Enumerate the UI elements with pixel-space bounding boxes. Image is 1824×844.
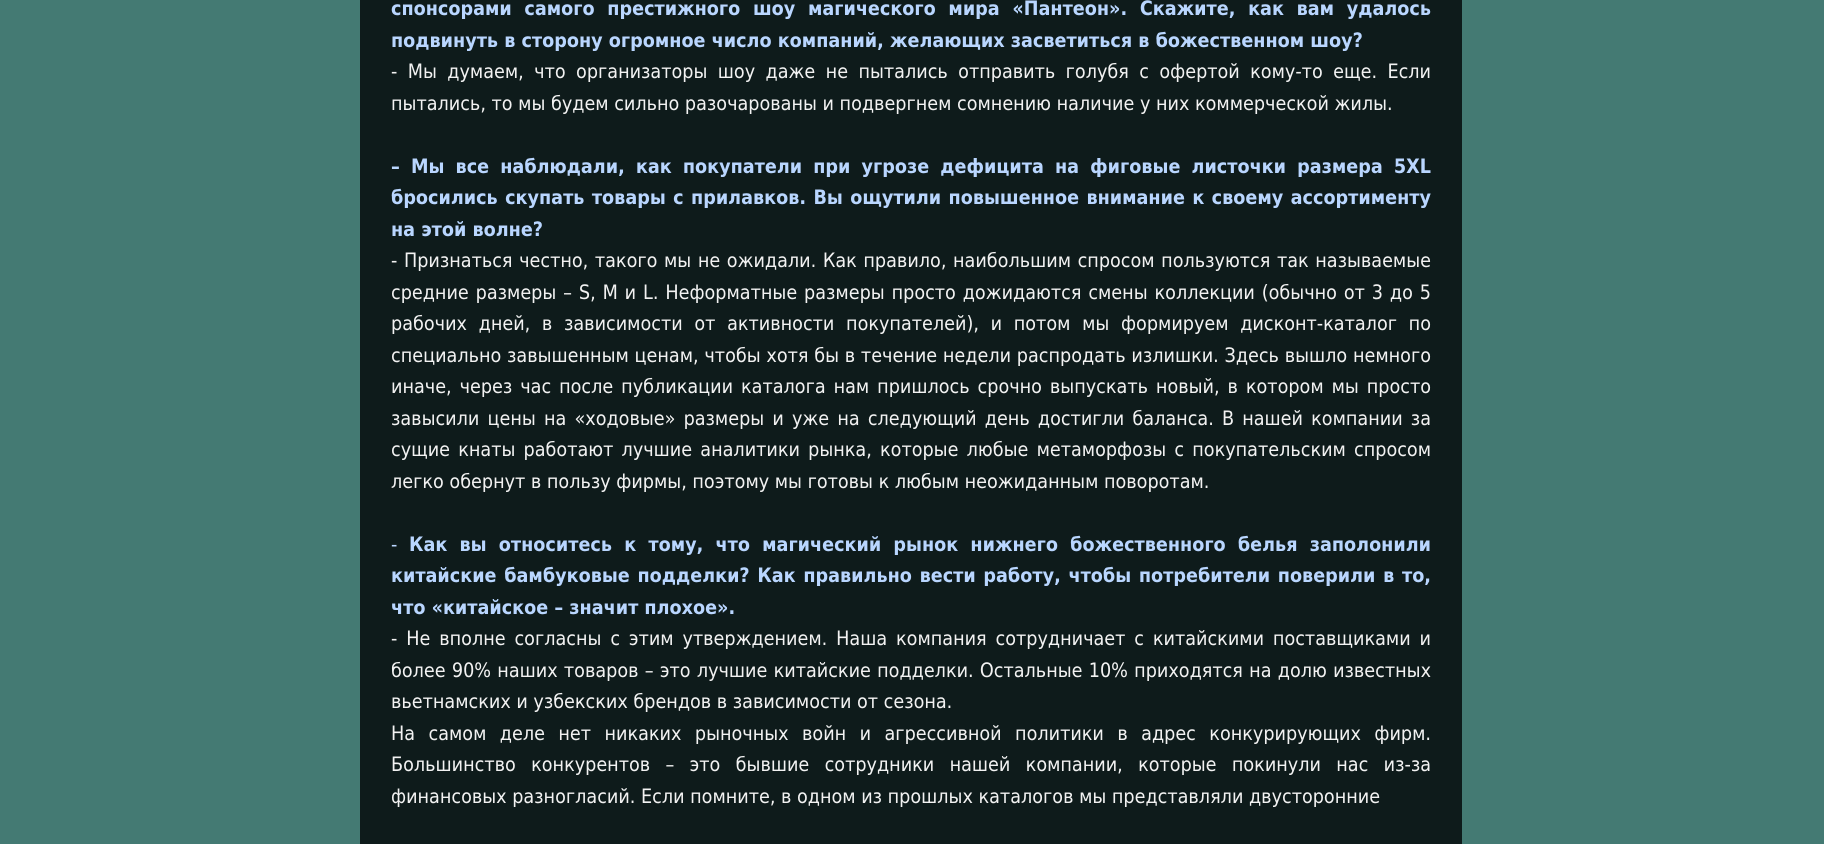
paragraph-gap	[391, 497, 1431, 529]
interview-article	[391, 0, 1431, 812]
interview-question-2: – Мы все наблюдали, как покупатели при угрозе дефицита на фиговые листочки размера 5XL бросились скупать товары с прилавков. Вы ощутили повышенное внимание к своему ассортименту на этой волне?	[391, 154, 1431, 241]
interview-answer-3-continued: На самом деле нет никаких рыночных войн и агрессивной политики в адрес конкурирующих фирм. Большинство конкурентов – это бывшие сотрудники нашей компании, которые покинули нас из-за финансовых разногласий. Если помните, в одном из прошлых каталогов мы представляли двусторонние	[391, 721, 1431, 808]
interview-answer-1: - Мы думаем, что организаторы шоу даже не пытались отправить голубя с офертой кому-то еще. Если пытались, то мы будем сильно разочарованы и подвергнем сомнению наличие у них коммерческой жилы.	[391, 60, 1431, 115]
interview-question-3	[391, 529, 1431, 624]
question-dash: -	[391, 532, 410, 556]
article-page	[360, 0, 1462, 844]
interview-answer-2: - Признаться честно, такого мы не ожидали. Как правило, наибольшим спросом пользуются так называемые средние размеры – S, M и L. Неформатные размеры просто дожидаются смены коллекции (обычно от 3 до 5 рабочих дней, в зависимости от активности покупателей), и потом мы формируем дисконт-каталог по специально завышенным ценам, чтобы хотя бы в течение недели распродать излишки. Здесь вышло немного иначе, через час после публикации каталога нам пришлось срочно выпускать новый, в котором мы просто завысили цены на «ходовые» размеры и уже на следующий день достигли баланса. В нашей компании за сущие кнаты работают лучшие аналитики рынка, которые любые метаморфозы с покупательским спросом легко обернут в пользу фирмы, поэтому мы готовы к любым неожиданным поворотам.	[391, 249, 1431, 493]
paragraph-gap	[391, 119, 1431, 151]
interview-answer-3: - Не вполне согласны с этим утверждением. Наша компания сотрудничает с китайскими поставщиками и более 90% наших товаров – это лучшие китайские подделки. Остальные 10% приходятся на долю известных вьетнамских и узбекских брендов в зависимости от сезона.	[391, 627, 1431, 713]
interview-question-3-text: Как вы относитесь к тому, что магический рынок нижнего божественного белья заполонили китайские бамбуковые подделки? Как правильно вести работу, чтобы потребители поверили в то, что «китайское – значит плохое».	[391, 532, 1431, 619]
interview-question-1: спонсорами самого престижного шоу магического мира «Пантеон». Скажите, как вам удалось подвинуть в сторону огромное число компаний, желающих засветиться в божественном шоу?	[391, 0, 1431, 52]
